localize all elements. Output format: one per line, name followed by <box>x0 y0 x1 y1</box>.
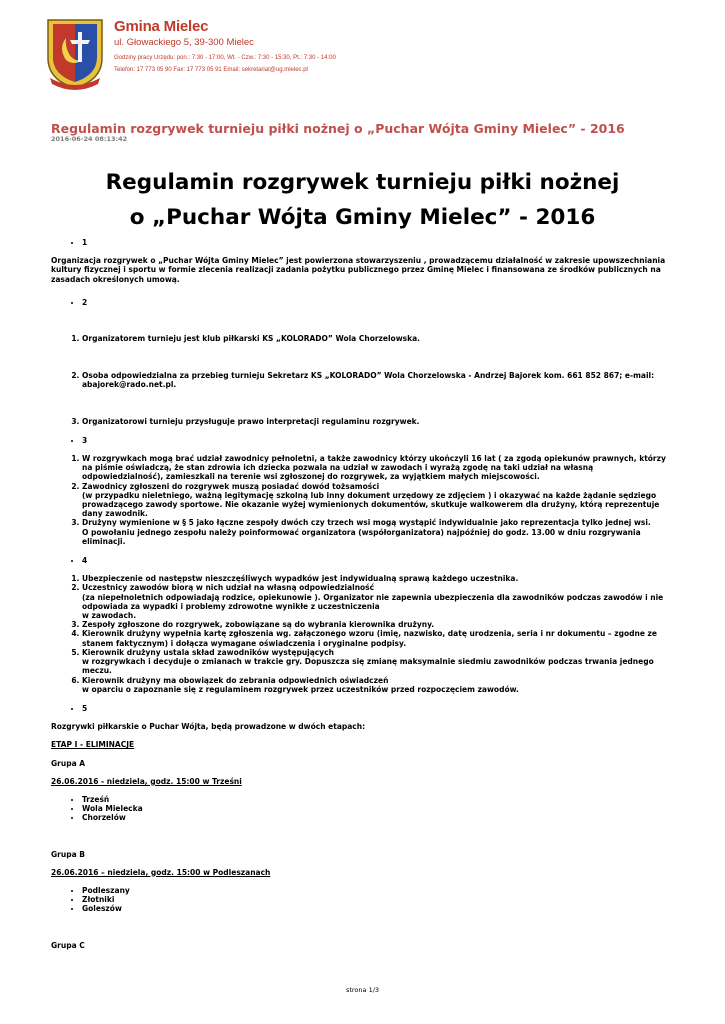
section-1-heading <box>51 238 676 247</box>
section-number: • 5 <box>82 704 676 713</box>
list-item-text: (za niepełnoletnich odpowiadają rodzice, opiekunowie ). Organizator nie zapewnia ubezpieczenia dla zawodników podczas zawodów i nie odpowiada za wypadki i problemy zdrowotne wynikłe z uczestniczenia <box>82 592 664 611</box>
team-item: • Goleszów <box>82 904 676 913</box>
group-b-heading: Grupa B <box>51 849 85 859</box>
list-item <box>82 518 676 546</box>
section-number: • 2 <box>82 298 676 307</box>
list-item <box>82 583 676 620</box>
team-item: • Złotniki <box>82 895 676 904</box>
team-item: • Wola Mielecka <box>82 804 676 813</box>
list-item <box>82 676 676 694</box>
list-item-text: Drużyny wymienione w § 5 jako łączne zespoły dwóch czy trzech wsi mogą wystąpić indywidualnie jako reprezentacja tylko jednej wsi. <box>82 518 651 528</box>
list-item-text: w oparciu o zapoznanie się z regulaminem rozgrywek przez uczestników przed rozpoczęciem zawodów. <box>82 684 519 694</box>
section-number: • 3 <box>82 436 676 445</box>
list-item: 3. Zespoły zgłoszone do rozgrywek, zobowiązane są do wybrania kierownika drużyny. <box>82 620 676 629</box>
team-item: • Trześń <box>82 795 676 804</box>
page-header <box>44 18 704 90</box>
list-item-text: Zawodnicy zgłoszeni do rozgrywek muszą posiadać dowód tożsamości <box>82 481 380 491</box>
main-title-line-2: o „Puchar Wójta Gminy Mielec” - 2016 <box>129 205 596 230</box>
list-item-text: w zawodach. <box>82 611 137 621</box>
section-number: • 1 <box>82 238 676 247</box>
section-2-list <box>51 334 676 426</box>
list-item-text: O powołaniu jednego zespołu należy poinformować organizatora (współorganizatora) najpóźniej do godz. 13.00 w dniu rozgrywania eliminacji. <box>82 527 641 546</box>
list-item: 1. Ubezpieczenie od następstw nieszczęśliwych wypadków jest indywidualną sprawą każdego uczestnika. <box>82 574 676 583</box>
group-a-heading: Grupa A <box>51 758 86 768</box>
municipality-address: ul. Głowackiego 5, 39-300 Mielec <box>114 37 254 48</box>
list-item-text: Kierownik drużyny ma obowiązek do zebrania odpowiednich oświadczeń <box>82 675 389 685</box>
office-hours: Godziny pracy Urzędu: pon.: 7:30 - 17:00, Wt. - Czw.: 7:30 - 15:30, Pt.: 7:30 - 14:00 <box>114 55 336 61</box>
list-item: 1. W rozgrywkach mogą brać udział zawodnicy pełnoletni, a także zawodnicy którzy ukończyli 16 lat ( za zgodą opiekunów prawnych, którzy na piśmie oświadczą, że stan zdrowia ich dziecka pozwala na udział w zawodach i wyrażą zgodę na taki udział na własną odpowiedzialność), zamieszkali na terenie wsi zgłoszonej do rozgrywek, za wyjątkiem małych miejscowości. <box>82 454 676 482</box>
list-item <box>82 482 676 519</box>
list-item: 2. Osoba odpowiedzialna za przebieg turnieju Sekretarz KS „KOLORADO” Wola Chorzelowska - Andrzej Bajorek kom. 661 852 867; e-mail: abajorek@rado.net.pl. <box>82 371 676 389</box>
list-item: 3. Organizatorowi turnieju przysługuje prawo interpretacji regulaminu rozgrywek. <box>82 417 676 426</box>
section-4-heading <box>51 556 676 565</box>
document-body <box>51 238 676 950</box>
document-date: 2016-06-24 08:13:42 <box>51 135 128 143</box>
group-a-date: 26.06.2016 - niedziela, godz. 15:00 w Trześni <box>51 776 242 786</box>
list-item-text: Kierownik drużyny ustala skład zawodników występujących <box>82 647 334 657</box>
crest-icon <box>44 18 106 90</box>
municipality-name: Gmina Mielec <box>114 18 209 35</box>
section-4-list <box>51 574 676 694</box>
section-1-text: Organizacja rozgrywek o „Puchar Wójta Gminy Mielec” jest powierzona stowarzyszeniu , prowadzącemu działalność w zakresie upowszechniania kultury fizycznej i sportu w formie zlecenia realizacji zadania pożytku publicznego przez Gminę Mielec i finansowana ze środków publicznych na zasadach określonych umową. <box>51 256 666 284</box>
section-5-text: Rozgrywki piłkarskie o Puchar Wójta, będą prowadzone w dwóch etapach: <box>51 722 366 732</box>
document-title: Regulamin rozgrywek turnieju piłki nożnej o „Puchar Wójta Gminy Mielec” - 2016 <box>51 121 625 136</box>
team-item: • Chorzelów <box>82 813 676 822</box>
stage-1-heading: ETAP I - ELIMINACJE <box>51 740 135 750</box>
section-3-list <box>51 454 676 546</box>
contact-info: Telefon: 17 773 05 90 Fax: 17 773 05 91 Email: sekretariat@ug.mielec.pl <box>114 67 308 73</box>
section-3-heading <box>51 436 676 445</box>
list-item-text: Uczestnicy zawodów biorą w nich udział na własną odpowiedzialność <box>82 583 375 593</box>
page-number: strona 1/3 <box>345 986 380 994</box>
list-item <box>82 648 676 676</box>
list-item: 4. Kierownik drużyny wypełnia kartę zgłoszenia wg. załączonego wzoru (imię, nazwisko, datę urodzenia, seria i nr dokumentu – zgodne ze stanem faktycznym) i dołącza wymagane oświadczenia i oryginalne podpisy. <box>82 629 676 647</box>
header-text <box>114 18 336 76</box>
list-item-text: (w przypadku nieletniego, ważną legitymację szkolną lub inny dokument urzędowy ze zdjęciem ) i okazywać na każde żądanie sędziego prowadzącego zawody sportowe. Nie okazanie wyżej wymienionych dokumentów, skutkuje walkowerem dla drużyny, którą reprezentuje dany zawodnik. <box>82 490 660 519</box>
list-item-text: w rozgrywkach i decyduje o zmianach w trakcie gry. Dopuszcza się zmianę maksymalnie siedmiu zawodników podczas trwania jednego meczu. <box>82 657 654 676</box>
list-item: 1. Organizatorem turnieju jest klub piłkarski KS „KOLORADO” Wola Chorzelowska. <box>82 334 676 343</box>
team-item: • Podleszany <box>82 886 676 895</box>
group-b-teams <box>51 886 676 914</box>
section-2-heading <box>51 298 676 307</box>
group-c-heading: Grupa C <box>51 940 85 950</box>
group-b-date: 26.06.2016 – niedziela, godz. 15:00 w Podleszanach <box>51 867 271 877</box>
section-number: • 4 <box>82 556 676 565</box>
group-a-teams <box>51 795 676 823</box>
section-5-heading <box>51 704 676 713</box>
main-title-line-1: Regulamin rozgrywek turnieju piłki nożnej <box>105 170 620 195</box>
